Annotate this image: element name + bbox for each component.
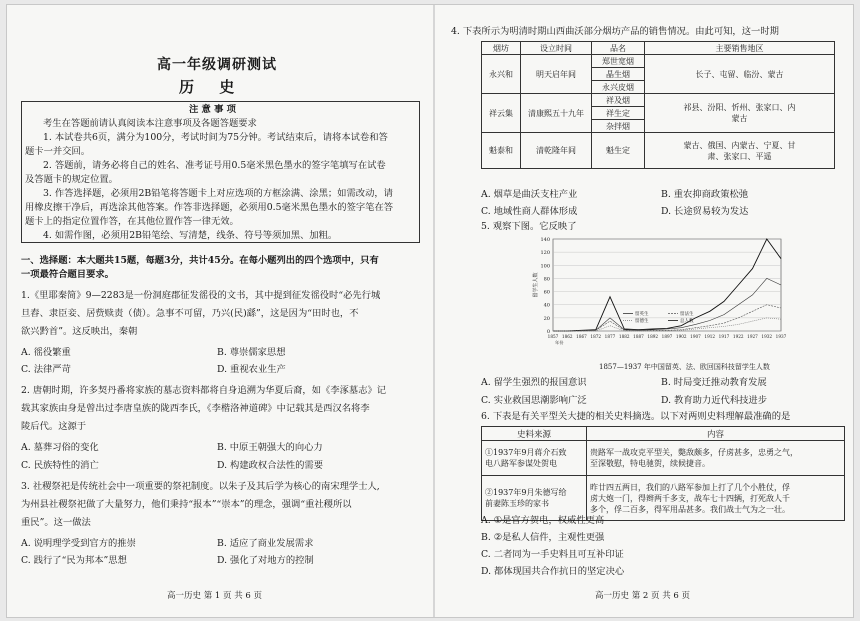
- chart-x-tick-label: 1857: [547, 334, 559, 339]
- exam-title: 高一年级调研测试: [157, 57, 277, 73]
- table-cell: [645, 133, 835, 169]
- table-cell: 祥云集: [482, 94, 521, 133]
- chart-legend-label: 总人数: [680, 319, 694, 324]
- option-c[interactable]: C. 二者同为一手史料且可互补印证: [481, 549, 624, 560]
- option-b[interactable]: B. 时局变迁推动教育发展: [661, 377, 767, 388]
- chart-x-tick-label: 1887: [633, 334, 644, 339]
- table-cell-line: 前妻陈玉珍的家书: [485, 499, 549, 508]
- table-cell: [482, 476, 587, 521]
- notice-line: 4. 如需作图，必须用2B铅笔绘、写清楚，线条、符号等须加黑、加粗。: [43, 230, 338, 241]
- question-6-table: [481, 426, 845, 521]
- question-1-stem: 旦舂、隶臣妾、居赀赎责（债）。急事不可留，乃兴(民)繇”，这是因为“田时也，不: [21, 308, 359, 319]
- table-cell: [645, 94, 835, 133]
- chart-x-tick-label: 1927: [747, 334, 758, 339]
- exam-sheet: [6, 4, 854, 618]
- chart-x-tick-label: 1862: [561, 334, 573, 339]
- option-a[interactable]: A. 徭役繁重: [21, 347, 71, 358]
- table-cell: 明天启年间: [521, 55, 592, 94]
- chart-x-tick-label: 1932: [761, 334, 773, 339]
- chart-x-tick-label: 1867: [576, 334, 587, 339]
- chart-x-tick-label: 1872: [590, 334, 602, 339]
- table-header: 品名: [592, 42, 645, 55]
- exam-page-1: [7, 5, 432, 617]
- chart-y-tick-label: 100: [540, 263, 550, 270]
- table-cell: 杂拌烟: [592, 120, 645, 133]
- table-header: 设立时间: [521, 42, 592, 55]
- option-c[interactable]: C. 法律严苛: [21, 364, 71, 375]
- chart-y-tick-label: 0: [546, 329, 550, 335]
- question-4-table: [481, 41, 835, 169]
- question-2-stem: 2. 唐朝时期，许多契丹番将家族的墓志资料都将自身追溯为华夏后裔，如《李涿墓志》记: [21, 385, 387, 396]
- option-d[interactable]: D. 教育助力近代科技进步: [661, 395, 768, 406]
- table-cell: 清乾隆年间: [521, 133, 592, 169]
- table-cell: [587, 476, 845, 521]
- table-header: 史料来源: [482, 427, 587, 441]
- table-cell: 永兴皮烟: [592, 81, 645, 94]
- chart-y-tick-label: 140: [540, 237, 550, 243]
- question-3-stem: 3. 社稷祭祀是传统社会中一项重要的祭祀制度。以朱子及其后学为核心的南宋理学士人,: [21, 481, 380, 492]
- notice-heading: 注 意 事 项: [189, 104, 236, 115]
- table-cell: 祥生定: [592, 107, 645, 120]
- section-heading: 一项最符合题目要求。: [21, 269, 114, 280]
- table-cell: 魁泰和: [482, 133, 521, 169]
- question-1-stem: 欲兴黔首”。这反映出，秦朝: [21, 326, 138, 337]
- chart-x-tick-label: 1902: [675, 334, 687, 339]
- table-cell: 长子、屯留、临汾、蒙古: [645, 55, 835, 94]
- option-c[interactable]: C. 地域性商人群体形成: [481, 206, 578, 217]
- table-cell-line: ①1937年9月蒋介石致: [485, 448, 567, 457]
- student-count-chart: [531, 235, 787, 357]
- option-d[interactable]: D. 重视农业生产: [217, 364, 286, 375]
- chart-x-tick-label: 1912: [704, 334, 716, 339]
- table-cell: 魁生定: [592, 133, 645, 169]
- option-b[interactable]: B. 尊崇儒家思想: [217, 347, 286, 358]
- chart-x-tick-label: 1917: [718, 334, 730, 339]
- option-c[interactable]: C. 民族特性的消亡: [21, 460, 99, 471]
- option-d[interactable]: D. 强化了对地方的控制: [217, 555, 314, 566]
- chart-x-unit-label: 年份: [555, 340, 564, 345]
- chart-y-tick-label: 60: [543, 289, 550, 296]
- notice-line: 考生在答题前请认真阅读本注意事项及各题答题要求: [43, 118, 257, 129]
- notice-line: 及答题卡的规定位置。: [25, 174, 118, 185]
- option-b[interactable]: B. ②是私人信件，主观性更强: [481, 532, 605, 543]
- notice-line: 3. 作答选择题，必须用2B铅笔将答题卡上对应选项的方框涂满、涂黑；如需改动，请: [43, 188, 393, 199]
- table-cell-line: 昨廿四五两日，我们的八路军参加上打了几个小胜仗，俘: [590, 482, 790, 492]
- option-a[interactable]: A. 墓葬习俗的变化: [21, 442, 99, 453]
- chart-y-tick-label: 120: [540, 250, 550, 257]
- table-cell-line: 蒙古、俄国、内蒙古、宁夏、甘: [683, 140, 796, 150]
- table-cell-line: 祁县、汾阳、忻州、张家口、内: [683, 103, 796, 112]
- page-footer: 高一历史 第 1 页 共 6 页: [167, 591, 263, 601]
- notice-line: 题卡上的指定位置作答，在其他位置作答一律无效。: [25, 216, 239, 227]
- table-cell: [482, 441, 587, 476]
- table-cell-line: 虏大炮一门，得辫两千多支，战车七十四辆，打死敌人千: [590, 493, 790, 503]
- chart-y-tick-label: 80: [543, 276, 550, 283]
- question-2-stem: 载其家族由身是曾出过李唐皇族的陇西李氏，《李楷洛神道碑》中记载其是西汉名将李: [21, 403, 370, 414]
- question-3-stem: 重民”。这一做法: [21, 517, 91, 528]
- table-cell-line: ②1937年9月朱德写给: [485, 488, 567, 497]
- table-header: 烟坊: [482, 42, 521, 55]
- notice-line: 用橡皮擦干净后，再选涂其他答案。作答非选择题，必须用0.5毫米黑色墨水的签字笔在答: [25, 202, 394, 213]
- question-3-stem: 为州县社稷祭祀做了大量努力，他们秉持“报本”“崇本”的理念，强调“重社稷所以: [21, 499, 352, 510]
- table-cell: 郑世宽烟: [592, 55, 645, 68]
- chart-series-total: [553, 239, 781, 331]
- chart-y-tick-label: 40: [543, 302, 550, 309]
- chart-y-tick-label: 20: [543, 315, 550, 322]
- table-cell-line: 电八路军参谋处贺电: [485, 459, 557, 468]
- question-5-stem: 5. 观察下图。它反映了: [481, 221, 577, 232]
- table-cell: 永兴和: [482, 55, 521, 94]
- chart-x-tick-label: 1877: [604, 334, 616, 339]
- option-d[interactable]: D. 都体现国共合作抗日的坚定决心: [481, 566, 625, 577]
- table-cell: 晶生烟: [592, 68, 645, 81]
- table-cell: 祥及烟: [592, 94, 645, 107]
- option-d[interactable]: D. 长途贸易较为发达: [661, 206, 749, 217]
- chart-x-tick-label: 1907: [690, 334, 701, 339]
- option-c[interactable]: C. 践行了“民为邦本”思想: [21, 555, 127, 566]
- chart-legend-label: 留法生: [680, 312, 694, 317]
- notice-line: 2. 答题前，请务必将自己的姓名、准考证号用0.5毫米黑色墨水的签字笔填写在试卷: [43, 160, 386, 171]
- chart-x-tick-label: 1937: [775, 334, 787, 339]
- question-1-stem: 1.《里耶秦简》9—2283是一份洞庭郡征发徭役的文书，其中提到征发徭役时“必先行城: [21, 290, 381, 301]
- table-header: 内容: [587, 427, 845, 441]
- question-6-stem: 6. 下表是有关平型关大捷的相关史料摘选。以下对两则史料理解最准确的是: [481, 411, 791, 422]
- table-cell-line: 蒙古: [731, 114, 748, 123]
- option-a[interactable]: A. 留学生强烈的报国意识: [481, 377, 587, 388]
- chart-x-tick-label: 1897: [661, 334, 673, 339]
- question-4-stem: 4. 下表所示为明清时期山西曲沃部分烟坊产品的销售情况。由此可知，这一时期: [451, 26, 779, 37]
- chart-y-axis-label: 留学生人数: [533, 272, 539, 298]
- table-cell: [587, 441, 845, 476]
- table-cell-line: 多个，俘二百多，得军用品甚多。我们战士气为之一壮。: [590, 504, 790, 514]
- option-d[interactable]: D. 构建政权合法性的需要: [217, 460, 324, 471]
- notice-line: 题卡一并交回。: [25, 146, 91, 157]
- table-cell-line: 肃、张家口、平遥: [707, 151, 772, 161]
- chart-plot-frame: [553, 239, 781, 331]
- table-cell-line: 至深敬慰，特电驰贺，续候捷音。: [590, 459, 710, 468]
- section-heading: 一、选择题：本大题共15题，每题3分，共计45分。在每小题列出的四个选项中，只有: [21, 255, 379, 266]
- option-b[interactable]: B. 中原王朝强大的向心力: [217, 442, 323, 453]
- page-footer: 高一历史 第 2 页 共 6 页: [595, 591, 691, 601]
- chart-caption: 1857—1937 年中国留英、法、欧回国科技留学生人数: [599, 363, 770, 371]
- option-a[interactable]: A. 说明理学受到官方的推崇: [21, 538, 136, 549]
- question-2-stem: 陵后代。这源于: [21, 421, 87, 432]
- option-a[interactable]: A. 烟草是曲沃支柱产业: [481, 189, 578, 200]
- option-a[interactable]: A. ①是官方贺电，权威性更高: [481, 515, 605, 526]
- option-b[interactable]: B. 重农抑商政策松弛: [661, 189, 749, 200]
- table-cell: 清康熙五十九年: [521, 94, 592, 133]
- chart-x-tick-label: 1892: [647, 334, 659, 339]
- chart-legend-label: 留德生: [635, 319, 649, 324]
- notice-line: 1. 本试卷共6页，满分为100分，考试时间为75分钟。考试结束后，请将本试卷和答: [43, 132, 388, 143]
- chart-x-tick-label: 1922: [732, 334, 744, 339]
- option-b[interactable]: B. 适应了商业发展需求: [217, 538, 314, 549]
- chart-x-tick-label: 1882: [618, 334, 630, 339]
- option-c[interactable]: C. 实业救国思潮影响广泛: [481, 395, 587, 406]
- chart-legend-label: 留英生: [635, 312, 649, 317]
- table-header: 主要销售地区: [645, 42, 835, 55]
- exam-page-2: [435, 5, 853, 617]
- subject-title: 历 史: [179, 78, 245, 96]
- table-cell-line: 贵路军一战攻克平型关，斃敌颇多，仔虏甚多，忠勇之气，: [590, 448, 798, 457]
